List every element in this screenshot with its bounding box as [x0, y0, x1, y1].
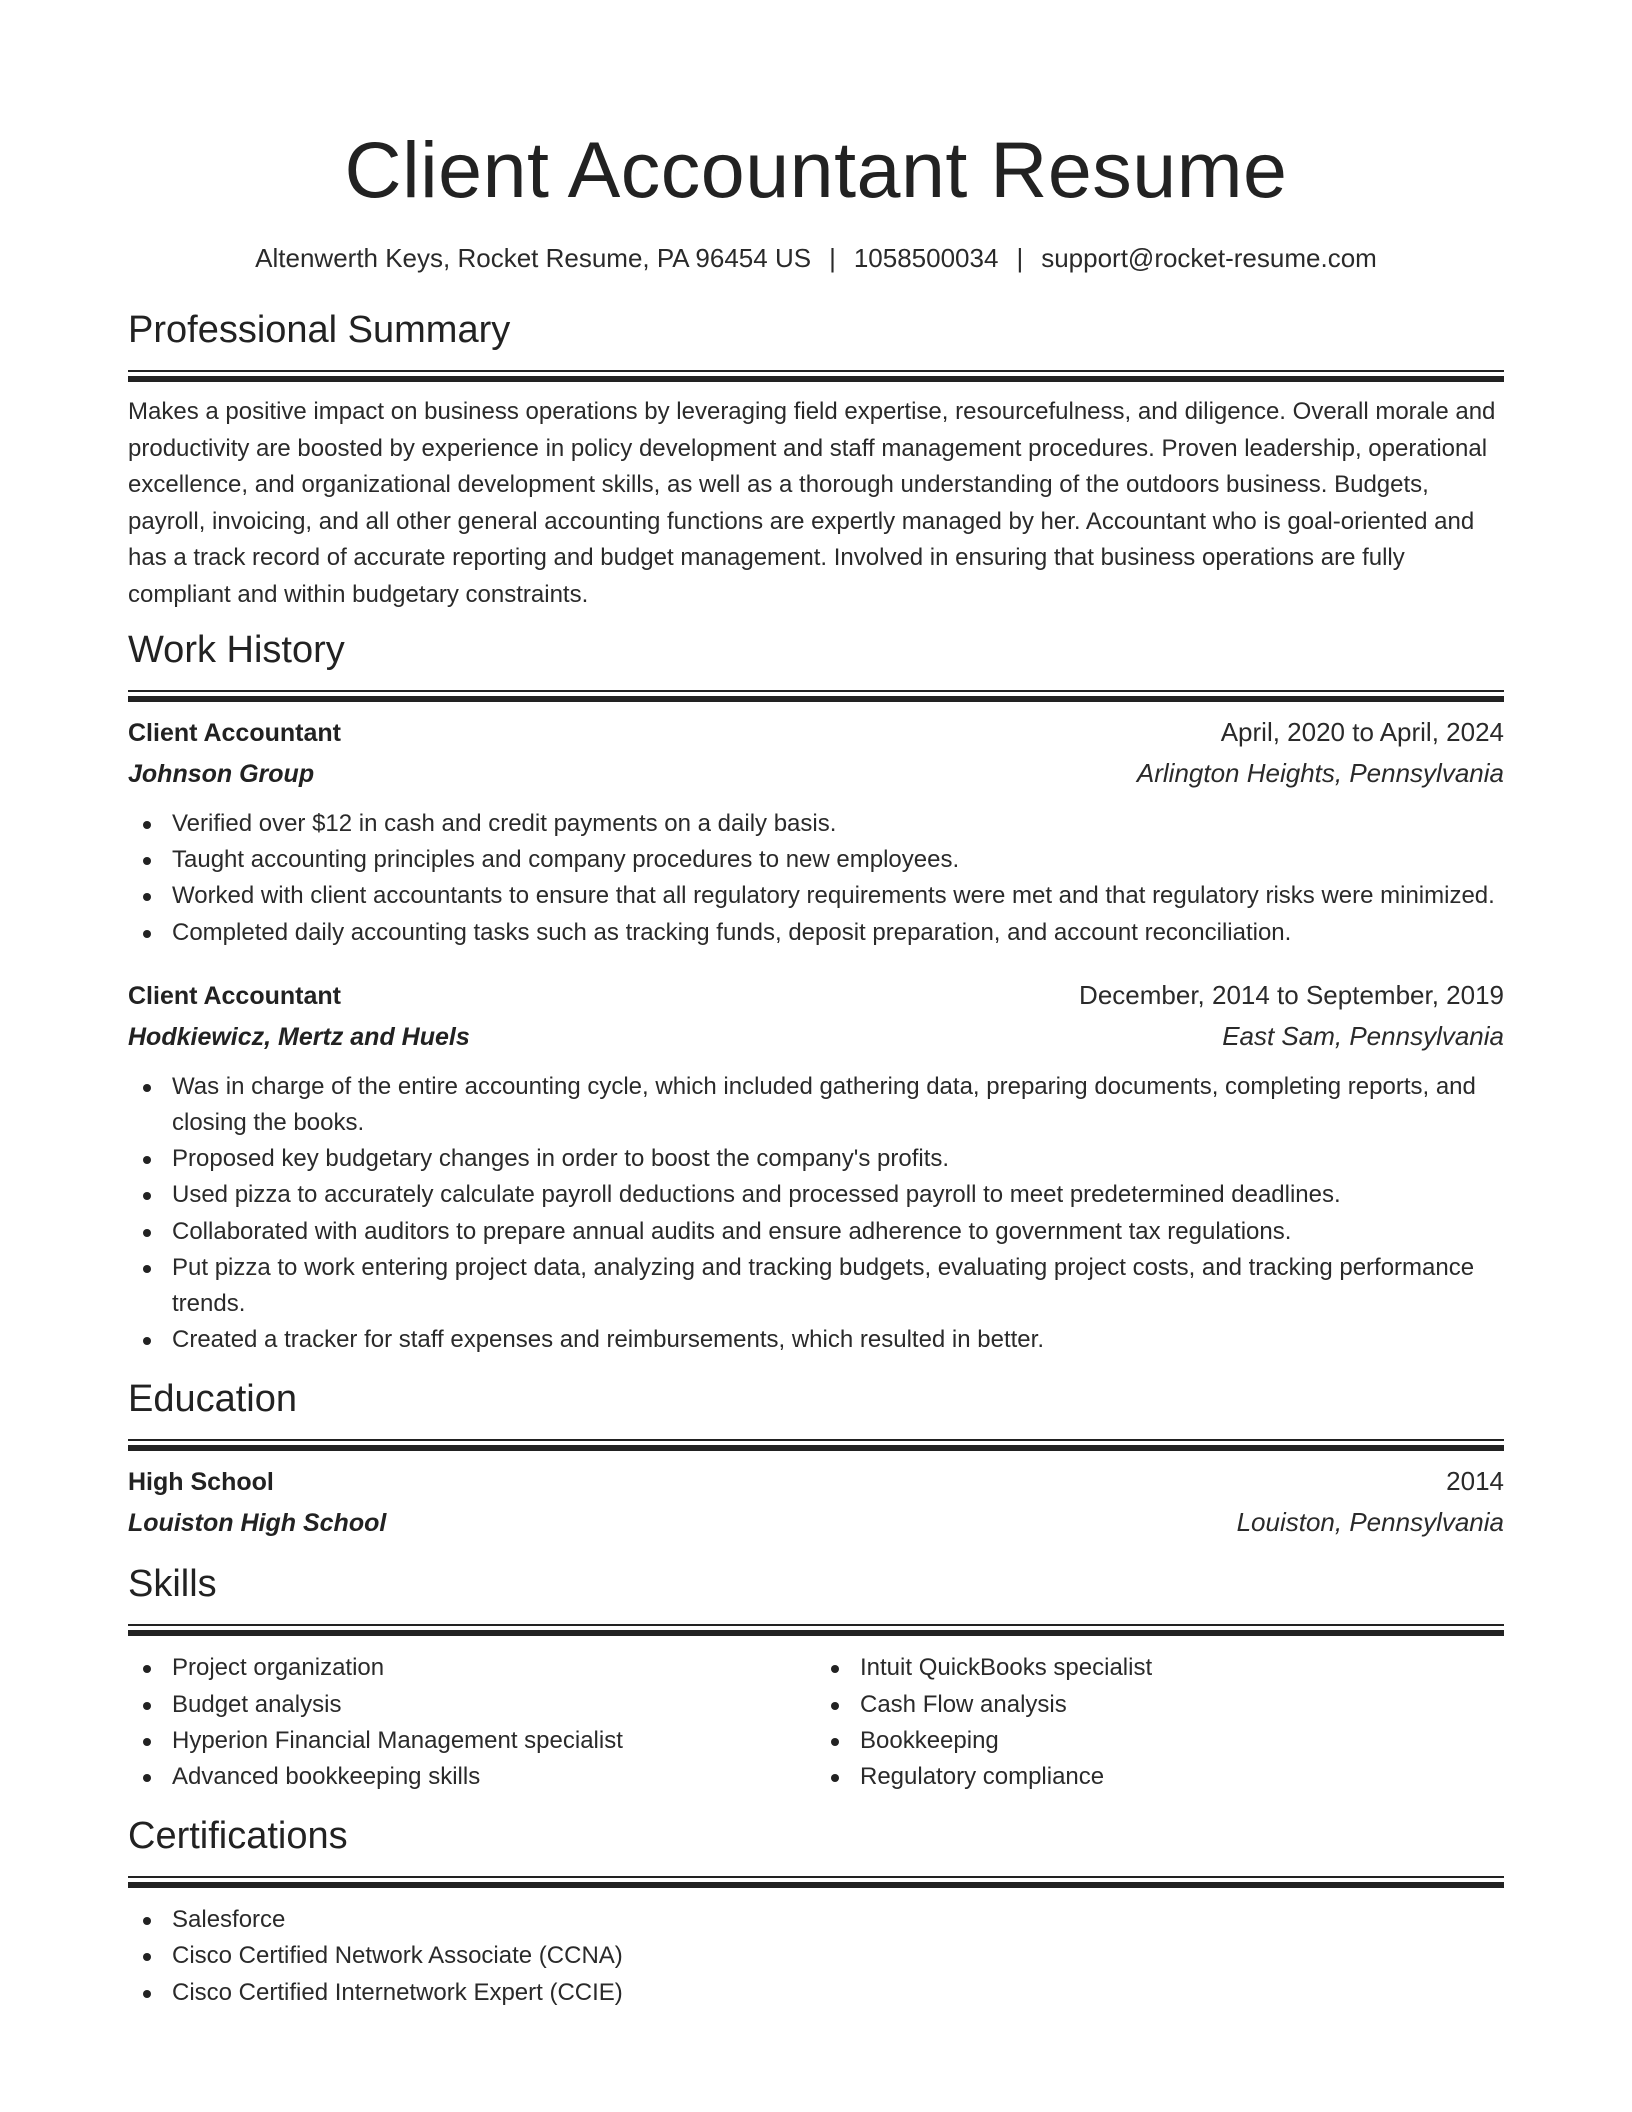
resume-title: Client Accountant Resume	[344, 125, 1288, 214]
job-header	[128, 975, 1504, 1016]
list-item: Proposed key budgetary changes in order to boost the company's profits.	[128, 1141, 1504, 1177]
section-divider	[128, 1876, 1504, 1888]
list-item: Completed daily accounting tasks such as tracking funds, deposit preparation, and account reconciliation.	[128, 915, 1504, 951]
list-item: Created a tracker for staff expenses and reimbursements, which resulted in better.	[128, 1322, 1504, 1358]
list-item: Put pizza to work entering project data, analyzing and tracking budgets, evaluating project costs, and tracking performance trends.	[128, 1250, 1504, 1322]
education-degree: High School	[128, 1468, 274, 1497]
job-location: Arlington Heights, Pennsylvania	[1136, 758, 1504, 788]
job-header	[128, 712, 1504, 753]
job-entry	[128, 975, 1504, 1359]
job-subheader	[128, 753, 1504, 794]
summary-text: Makes a positive impact on business operations by leveraging field expertise, resourcefulness, and diligence. Overall morale and productivity are boosted by experience in policy development and staff management procedures. Proven leadership, operational excellence, and organizational development skills, as well as a thorough understanding of the outdoors business. Budgets, payroll, invoicing, and all other general accounting functions are expertly managed by her. Accountant who is goal-oriented and has a track record of accurate reporting and budget management. Involved in ensuring that business operations are fully compliant and within budgetary constraints.	[128, 398, 1496, 608]
job-title: Client Accountant	[128, 981, 341, 1010]
job-entry	[128, 712, 1504, 951]
list-item: Collaborated with auditors to prepare annual audits and ensure adherence to government tax regulations.	[128, 1214, 1504, 1250]
list-item: Taught accounting principles and company procedures to new employees.	[128, 842, 1504, 878]
contact-phone: 1058500034	[853, 243, 999, 273]
work-history-heading: Work History	[128, 629, 345, 671]
work-history-section	[128, 627, 1504, 1358]
list-item: Salesforce	[128, 1902, 1504, 1938]
summary-heading: Professional Summary	[128, 309, 511, 351]
education-header	[128, 1461, 1504, 1502]
list-item: Worked with client accountants to ensure that all regulatory requirements were met and that regulatory risks were minimized.	[128, 878, 1504, 914]
education-heading: Education	[128, 1378, 298, 1421]
section-divider	[128, 690, 1504, 702]
list-item: Cash Flow analysis	[816, 1687, 1504, 1723]
job-bullets	[128, 806, 1504, 951]
list-item: Bookkeeping	[816, 1723, 1504, 1759]
education-location: Louiston, Pennsylvania	[1236, 1507, 1504, 1538]
skills-heading: Skills	[128, 1563, 217, 1606]
job-dates: April, 2020 to April, 2024	[1220, 717, 1504, 747]
contact-line	[128, 241, 1504, 275]
list-item: Verified over $12 in cash and credit payments on a daily basis.	[128, 806, 1504, 842]
job-company: Hodkiewicz, Mertz and Huels	[128, 1022, 470, 1051]
job-title: Client Accountant	[128, 719, 341, 747]
education-school: Louiston High School	[128, 1509, 387, 1538]
list-item: Regulatory compliance	[816, 1759, 1504, 1795]
certifications-section	[128, 1813, 1504, 2011]
job-location: East Sam, Pennsylvania	[1222, 1020, 1504, 1051]
job-subheader	[128, 1016, 1504, 1057]
certifications-list	[128, 1902, 1504, 2011]
skills-left-column	[128, 1650, 816, 1795]
contact-separator: |	[1016, 243, 1024, 273]
skills-section	[128, 1561, 1504, 1795]
list-item: Budget analysis	[128, 1687, 816, 1723]
job-bullets	[128, 1069, 1504, 1359]
job-company: Johnson Group	[128, 760, 315, 788]
section-divider	[128, 1439, 1504, 1451]
education-year: 2014	[1446, 1466, 1504, 1497]
list-item: Advanced bookkeeping skills	[128, 1759, 816, 1795]
job-dates: December, 2014 to September, 2019	[1079, 979, 1504, 1010]
certifications-heading: Certifications	[128, 1815, 348, 1858]
section-divider	[128, 1624, 1504, 1636]
skills-grid	[128, 1650, 1504, 1795]
list-item: Hyperion Financial Management specialist	[128, 1723, 816, 1759]
list-item: Cisco Certified Network Associate (CCNA)	[128, 1938, 1504, 1974]
education-section	[128, 1376, 1504, 1543]
skills-right-column	[816, 1650, 1504, 1795]
contact-address: Altenwerth Keys, Rocket Resume, PA 96454 US	[255, 243, 812, 273]
education-entry	[128, 1461, 1504, 1543]
list-item: Cisco Certified Internetwork Expert (CCIE)	[128, 1975, 1504, 2011]
list-item: Used pizza to accurately calculate payroll deductions and processed payroll to meet predetermined deadlines.	[128, 1177, 1504, 1213]
summary-section	[128, 307, 1504, 613]
section-divider	[128, 370, 1504, 382]
education-subheader	[128, 1502, 1504, 1543]
list-item: Intuit QuickBooks specialist	[816, 1650, 1504, 1686]
list-item: Was in charge of the entire accounting cycle, which included gathering data, preparing documents, completing reports, and closing the books.	[128, 1069, 1504, 1141]
contact-separator: |	[829, 243, 836, 273]
list-item: Project organization	[128, 1650, 816, 1686]
contact-email: support@rocket-resume.com	[1041, 243, 1377, 273]
